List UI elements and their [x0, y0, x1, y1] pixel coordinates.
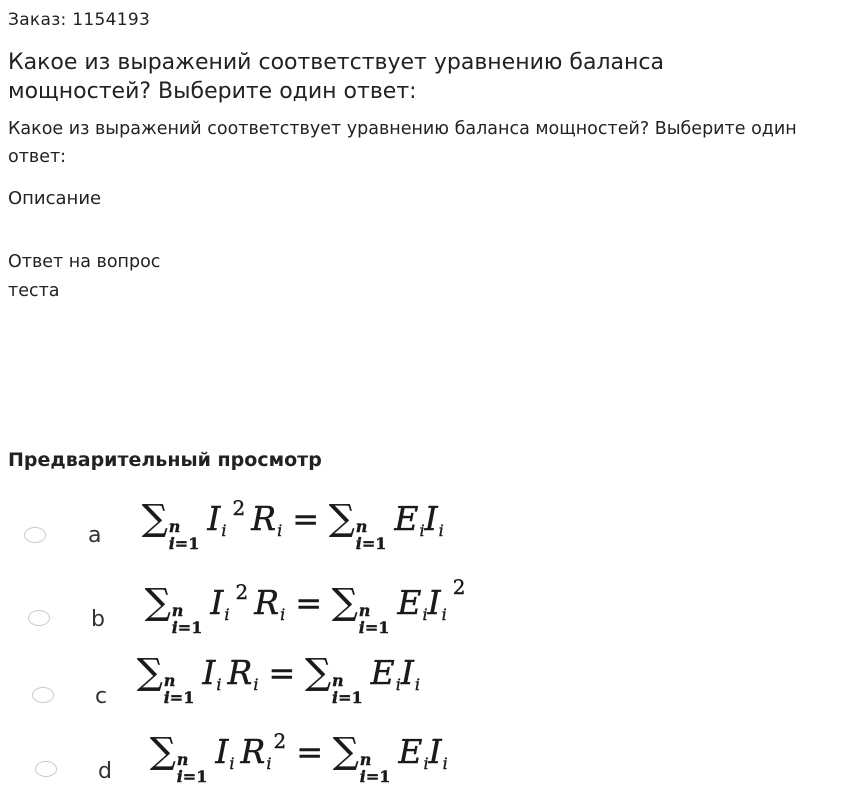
option-letter-a: a — [88, 523, 102, 548]
option-letter-b: b — [91, 607, 105, 632]
answer-option-b[interactable] — [0, 575, 847, 645]
order-number: Заказ: 1154193 — [8, 10, 151, 30]
answer-option-d[interactable] — [0, 729, 847, 799]
option-letter-d: d — [98, 759, 112, 784]
sum-limits: n i=1 — [168, 517, 200, 554]
radio-button-d[interactable] — [35, 761, 57, 777]
description-label: Описание — [8, 188, 102, 209]
preview-heading: Предварительный просмотр — [8, 449, 322, 471]
answer-option-c[interactable] — [0, 652, 847, 722]
formula-c: ∑ n i=1 $I_i$ $R_i$ = ∑ n i=1 $E_iI_i$ — [137, 652, 421, 708]
radio-button-b[interactable] — [28, 610, 50, 626]
formula-b: ∑ n i=1 $I_i^2$ $R_i$ = ∑ n i=1 $E_iI_i^2$ — [145, 575, 466, 638]
formula-d: ∑ n i=1 $I_i$ $R_i^2$ = ∑ n i=1 $E_iI_i$ — [150, 729, 448, 787]
answer-option-a[interactable] — [0, 496, 847, 566]
formula-a: ∑ n i=1 $I_i^2$ $R_i$ = ∑ n i=1 $E_iI_i$ — [142, 496, 444, 554]
sum-symbol: ∑ — [142, 498, 168, 539]
question-text: Какое из выражений соответствует уравнению баланса мощностей? Выберите один ответ: — [8, 119, 797, 167]
radio-button-c[interactable] — [32, 687, 54, 703]
question-title: Какое из выражений соответcтвует уравнению баланса мощностей? Выберите один ответ: — [8, 50, 664, 104]
answer-label: Ответ на вопрос теста — [8, 252, 161, 301]
option-letter-c: c — [95, 684, 108, 709]
radio-button-a[interactable] — [24, 527, 46, 543]
